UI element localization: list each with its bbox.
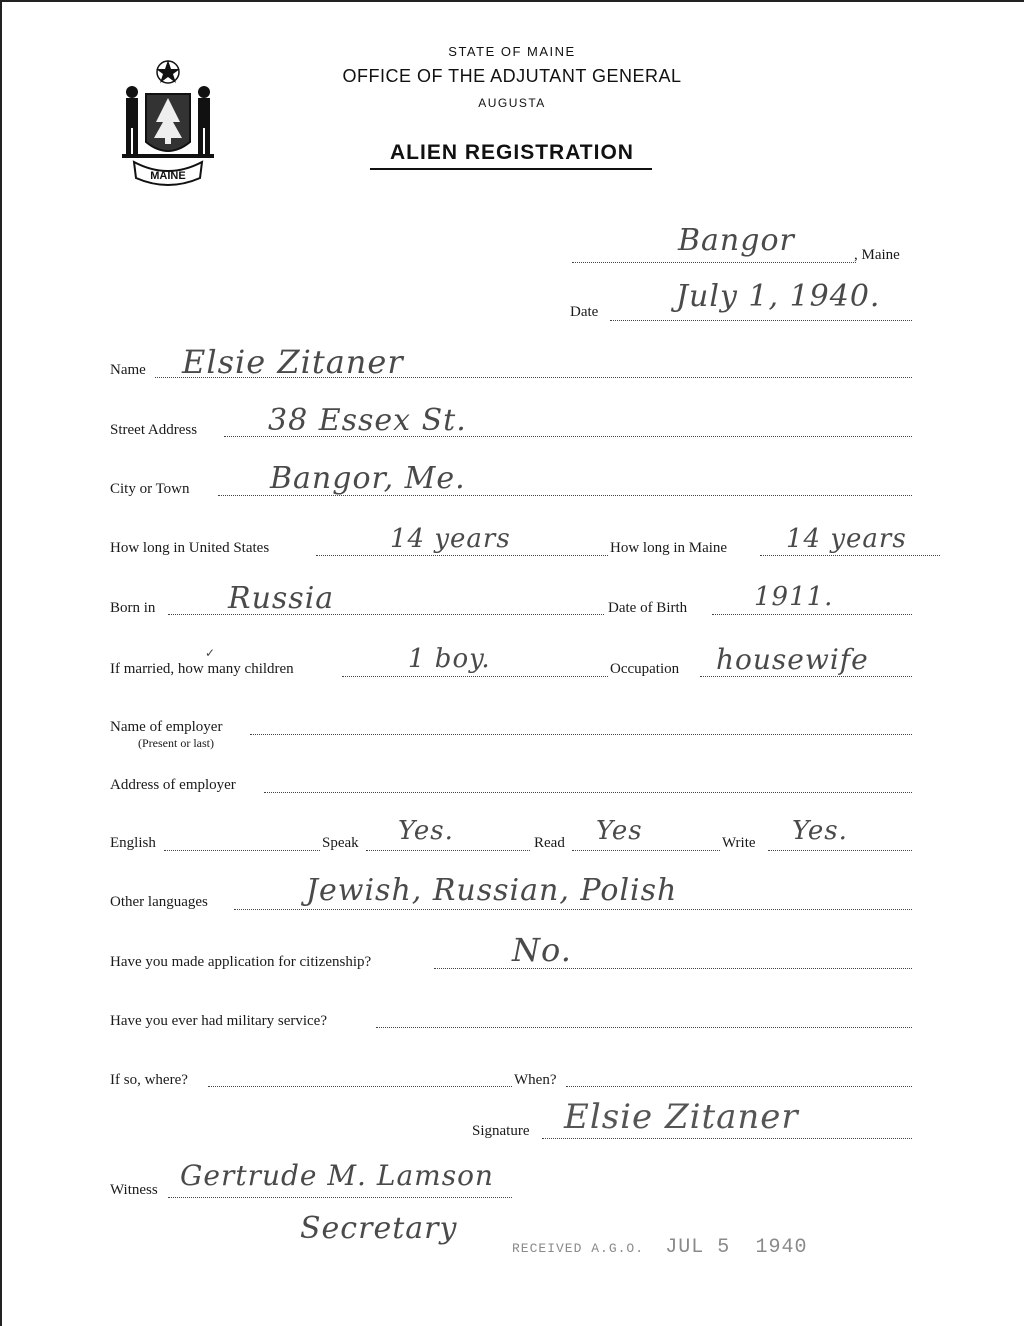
maine-line — [760, 555, 940, 556]
signature-line — [542, 1138, 912, 1139]
us-line — [316, 555, 608, 556]
write-entry: Yes. — [792, 816, 848, 846]
occupation-line — [700, 676, 912, 677]
speak-line — [366, 850, 530, 851]
name-entry: Elsie Zitaner — [182, 343, 404, 381]
speak-entry: Yes. — [398, 816, 454, 846]
born-entry: Russia — [228, 581, 335, 616]
street-entry: 38 Essex St. — [268, 403, 467, 438]
header-state: STATE OF MAINE — [448, 44, 576, 59]
date-line — [610, 320, 912, 321]
employer-line — [250, 734, 912, 735]
header-office: OFFICE OF THE ADJUTANT GENERAL — [342, 66, 682, 86]
write-label: Write — [722, 835, 756, 851]
children-entry: 1 boy. — [408, 644, 491, 674]
signature-label: Signature — [472, 1123, 530, 1139]
when-line — [566, 1086, 912, 1087]
citizenship-entry: No. — [512, 931, 572, 969]
received-stamp — [512, 1236, 807, 1259]
header-city: AUGUSTA — [478, 96, 546, 110]
married-label: If married, how many children — [110, 661, 294, 677]
born-label: Born in — [110, 600, 156, 616]
name-label: Name — [110, 362, 146, 378]
military-label: Have you ever had military service? — [110, 1013, 327, 1029]
dob-label: Date of Birth — [608, 600, 688, 616]
english-line — [164, 850, 320, 851]
other-languages-line — [234, 909, 912, 910]
dob-line — [712, 614, 912, 615]
other-languages-label: Other languages — [110, 894, 208, 910]
where-label: If so, where? — [110, 1072, 188, 1088]
date-label: Date — [570, 304, 599, 320]
place-suffix: , Maine — [854, 247, 900, 263]
witness-label: Witness — [110, 1182, 158, 1198]
witness-line — [168, 1197, 512, 1198]
seal-banner-text: MAINE — [150, 170, 186, 182]
dob-entry: 1911. — [754, 582, 834, 612]
employer-address-label: Address of employer — [110, 777, 236, 793]
other-languages-entry: Jewish, Russian, Polish — [306, 873, 678, 908]
signature-entry: Elsie Zitaner — [564, 1097, 799, 1137]
stamp-prefix: RECEIVED A.G.O. — [512, 1241, 645, 1256]
place-line — [572, 262, 856, 263]
employer-label: Name of employer — [110, 719, 223, 735]
street-label: Street Address — [110, 422, 198, 438]
witness-entry: Gertrude M. Lamson — [180, 1159, 494, 1192]
citizenship-label: Have you made application for citizenship? — [110, 954, 372, 970]
read-label: Read — [534, 835, 565, 851]
write-line — [768, 850, 912, 851]
us-label: How long in United States — [110, 540, 270, 556]
us-entry: 14 years — [390, 524, 511, 554]
married-line — [342, 676, 608, 677]
check-mark: ✓ — [205, 646, 216, 660]
witness-title-entry: Secretary — [300, 1211, 458, 1246]
employer-sublabel: (Present or last) — [138, 736, 214, 750]
maine-label: How long in Maine — [610, 540, 728, 556]
where-line — [208, 1086, 512, 1087]
employer-address-line — [264, 792, 912, 793]
read-entry: Yes — [596, 816, 643, 846]
occupation-label: Occupation — [610, 661, 680, 677]
military-line — [376, 1027, 912, 1028]
stamp-year: 1940 — [755, 1236, 808, 1259]
read-line — [572, 850, 720, 851]
citizenship-line — [434, 968, 912, 969]
form-title: ALIEN REGISTRATION — [390, 141, 634, 164]
city-entry: Bangor, Me. — [270, 461, 466, 496]
when-label: When? — [514, 1072, 557, 1088]
occupation-entry: housewife — [716, 643, 869, 676]
maine-entry: 14 years — [786, 524, 907, 554]
place-entry: Bangor — [678, 223, 795, 258]
english-label: English — [110, 835, 156, 851]
city-label: City or Town — [110, 481, 190, 497]
date-entry: July 1, 1940. — [676, 279, 881, 314]
title-underline — [370, 168, 652, 170]
speak-label: Speak — [322, 835, 359, 851]
stamp-month-day: JUL 5 — [665, 1236, 731, 1259]
